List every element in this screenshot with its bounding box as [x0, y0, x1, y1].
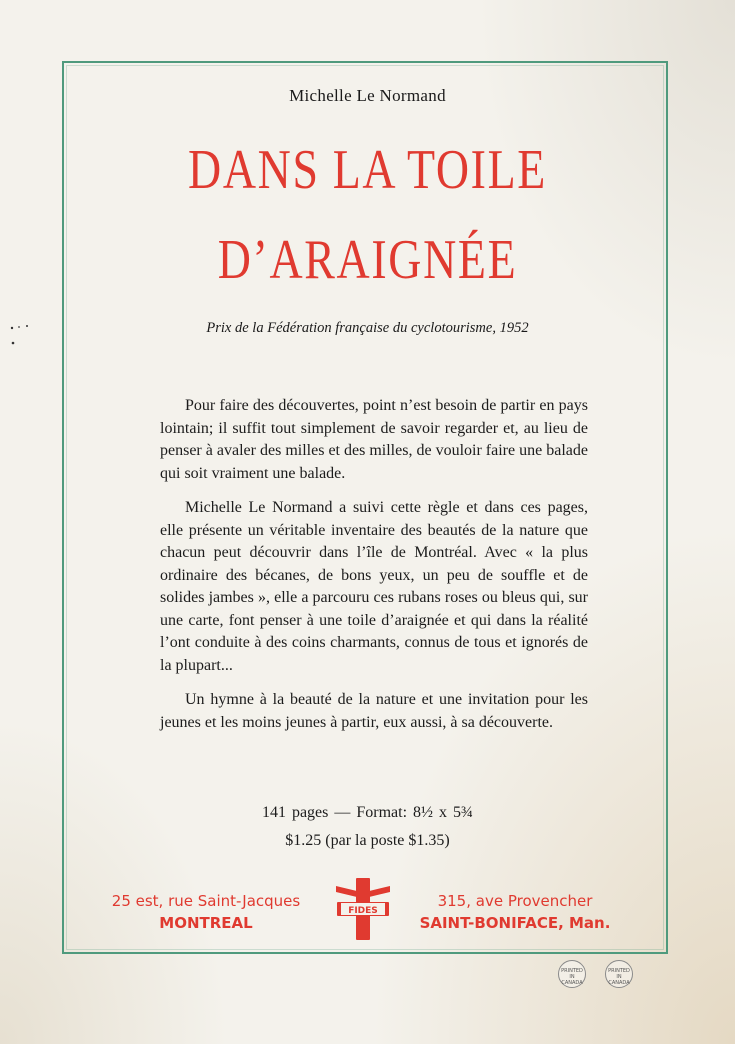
printed-in-canada-stamp: PRINTED IN CANADA	[605, 960, 633, 988]
format-line: 141 pages — Format: 8½ x 5¾	[261, 804, 474, 821]
publisher-address-saint-boniface	[418, 890, 612, 934]
book-description	[160, 395, 588, 746]
address-street: 315, ave Provencher	[437, 892, 593, 910]
book-title-line-1: DANS LA TOILE	[188, 139, 547, 201]
author-name: Michelle Le Normand	[289, 86, 446, 105]
fides-logo-icon	[333, 876, 393, 942]
description-paragraph: Un hymne à la beauté de la nature et une invitation pour les jeunes et les moins jeunes à partir, eux aussi, à sa découverte.	[160, 691, 588, 731]
printed-in-canada-stamp: PRINTED IN CANADA	[558, 960, 586, 988]
publisher-address-montreal	[108, 890, 304, 934]
address-city: MONTREAL	[159, 914, 253, 932]
description-paragraph: Michelle Le Normand a suivi cette règle et dans ces pages, elle présente un véritable inventaire des beautés de la nature que chacun peut découvrir dans l’île de Montréal. Avec « la plus ordinaire des bécanes, de bons yeux, un peu de souffle et de solides jambes », elle a parcouru ces rubans roses ou bleus qui, sur une carte, font penser à une toile d’araignée et qui dans la réalité l’ont conduite à des coins charmants, connus de tous et ignorés de la plupart...	[160, 499, 588, 674]
address-city: SAINT-BONIFACE, Man.	[419, 914, 611, 932]
price-line: $1.25 (par la poste $1.35)	[285, 832, 450, 849]
logo-text: FIDES	[348, 906, 378, 916]
book-title-line-2: D’ARAIGNÉE	[217, 229, 518, 291]
address-street: 25 est, rue Saint-Jacques	[111, 892, 301, 910]
award-note: Prix de la Fédération française du cyclotourisme, 1952	[206, 320, 529, 336]
description-paragraph: Pour faire des découvertes, point n’est besoin de partir en pays lointain; il suffit tout simplement de savoir regarder et, au lieu de penser à avaler des milles et des milles, de vouloir faire une balade qui soit vraiment une balade.	[160, 397, 588, 482]
